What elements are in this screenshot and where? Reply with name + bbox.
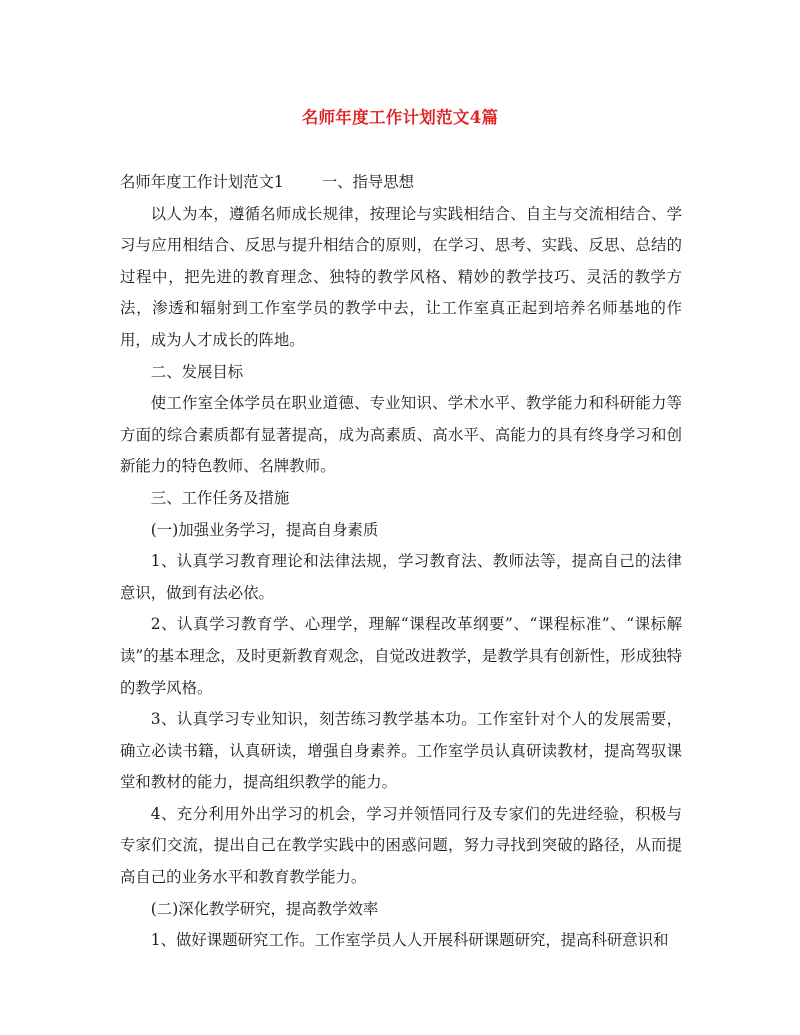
document-body: [120, 167, 682, 957]
paragraph-research-item-1: 1、做好课题研究工作。工作室学员人人开展科研课题研究，提高科研意识和: [150, 931, 669, 950]
section-heading-guiding-thought: 一、指导思想: [321, 173, 415, 191]
section-heading-tasks-measures: 三、工作任务及措施: [150, 488, 290, 507]
paragraph-item-1: 1、认真学习教育理论和法律法规，学习教育法、教师法等，提高自己的法律意识，做到有法必依。: [120, 552, 682, 602]
paragraph-item-2: 2、认真学习教育学、心理学，理解“课程改革纲要”、“课程标准”、“课标解读”的基本理念，及时更新教育观念，自觉改进教学，是教学具有创新性，形成独特的教学风格。: [120, 615, 682, 697]
paragraph-item-3: 3、认真学习专业知识，刻苦练习教学基本功。工作室针对个人的发展需要，确立必读书籍，认真研读，增强自身素养。工作室学员认真研读教材，提高驾驭课堂和教材的能力，提高组织教学的能力。: [120, 710, 682, 792]
subheading-business-study: (一)加强业务学习，提高自身素质: [150, 520, 379, 539]
paragraph-guiding-thought: 以人为本，遵循名师成长规律，按理论与实践相结合、自主与交流相结合、学习与应用相结合、反思与提升相结合的原则，在学习、思考、实践、反思、总结的过程中，把先进的教育理念、独特的教学风格、精妙的教学技巧、灵活的教学方法，渗透和辐射到工作室学员的教学中去，让工作室真正起到培养名师基地的作用，成为人才成长的阵地。: [120, 204, 682, 349]
document-title: 名师年度工作计划范文4篇: [301, 108, 499, 127]
paragraph-item-4: 4、充分利用外出学习的机会，学习并领悟同行及专家们的先进经验，积极与专家们交流，提出自己在教学实践中的困惑问题，努力寻找到突破的路径，从而提高自己的业务水平和教育教学能力。: [120, 804, 682, 887]
subheading-teaching-research: (二)深化教学研究，提高教学效率: [150, 899, 379, 918]
paragraph-development-goals: 使工作室全体学员在职业道德、专业知识、学术水平、教学能力和科研能力等方面的综合素质都有显著提高，成为高素质、高水平、高能力的具有终身学习和创新能力的特色教师、名牌教师。: [120, 394, 682, 476]
section-heading-development-goals: 二、发展目标: [150, 362, 244, 381]
document-heading-prefix: 名师年度工作计划范文1: [120, 173, 284, 191]
document-heading-line: [120, 167, 682, 199]
